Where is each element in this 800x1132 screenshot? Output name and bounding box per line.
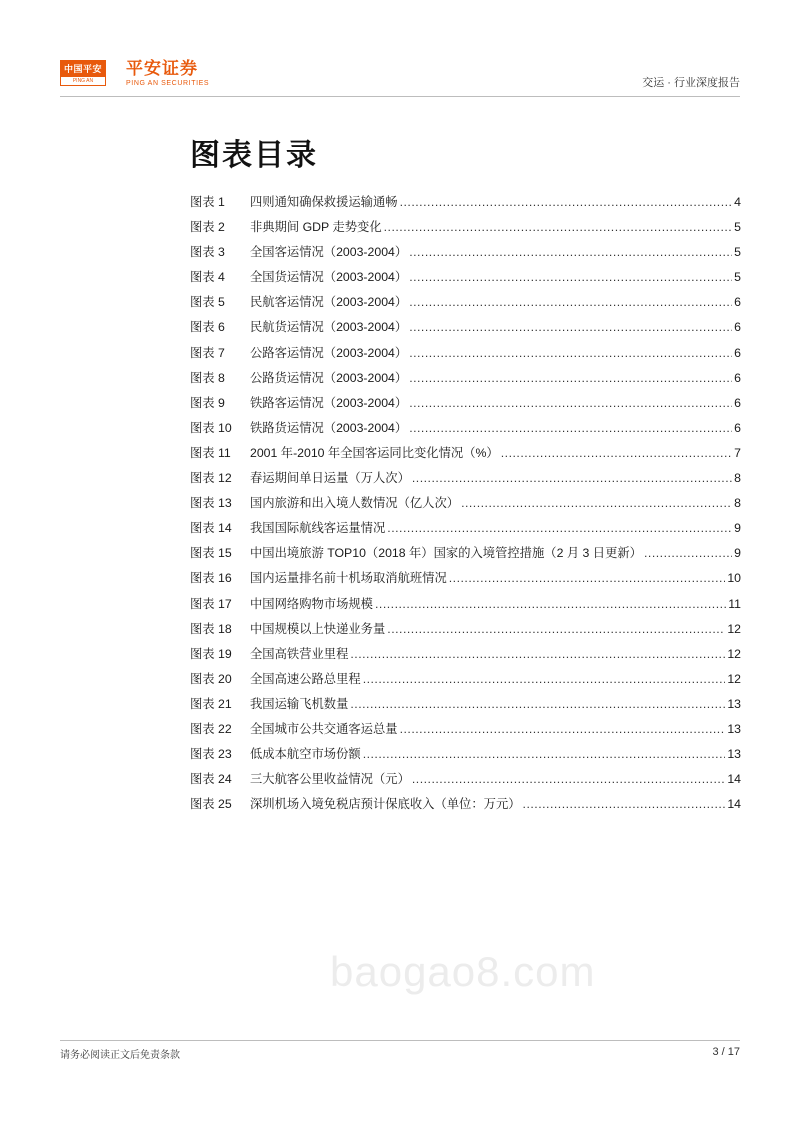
toc-entry-number: 图表 14 xyxy=(190,521,232,536)
toc-entry-title: 全国城市公共交通客运总量 xyxy=(250,721,398,736)
toc-dot-leader xyxy=(501,441,732,466)
toc-entry-page: 6 xyxy=(734,420,741,435)
toc-entry[interactable] xyxy=(190,290,741,315)
brand-name-cn: 平安证券 xyxy=(126,59,198,78)
toc-entry-page: 13 xyxy=(727,721,741,736)
toc-dot-leader xyxy=(363,742,726,767)
toc-entry-number: 图表 16 xyxy=(190,571,232,586)
toc-entry-title: 低成本航空市场份额 xyxy=(250,747,361,762)
toc-entry-page: 5 xyxy=(734,245,741,260)
toc-dot-leader xyxy=(350,692,725,717)
toc-entry-title: 深圳机场入境免税店预计保底收入（单位：万元） xyxy=(250,797,521,812)
toc-entry-page: 5 xyxy=(734,270,741,285)
toc-dot-leader xyxy=(449,566,726,591)
toc-entry-title: 公路客运情况（2003-2004） xyxy=(250,345,408,360)
toc-dot-leader xyxy=(409,366,732,391)
footer-divider xyxy=(60,1040,740,1041)
toc-entry-page: 14 xyxy=(727,772,741,787)
toc-dot-leader xyxy=(409,290,732,315)
toc-dot-leader xyxy=(409,315,732,340)
toc-entry-title: 我国运输飞机数量 xyxy=(250,696,349,711)
toc-entry-page: 6 xyxy=(734,370,741,385)
toc-dot-leader xyxy=(363,667,726,692)
toc-entry-number: 图表 6 xyxy=(190,320,225,335)
toc-entry-page: 6 xyxy=(734,345,741,360)
toc-entry-number: 图表 18 xyxy=(190,621,232,636)
toc-entry-page: 12 xyxy=(727,671,741,686)
toc-entry[interactable] xyxy=(190,341,741,366)
toc-entry-title: 2001 年-2010 年全国客运同比变化情况（%） xyxy=(250,445,499,460)
toc-dot-leader xyxy=(412,466,732,491)
toc-entry-title: 中国网络购物市场规模 xyxy=(250,596,373,611)
page-header xyxy=(60,60,740,100)
toc-entry-page: 13 xyxy=(727,696,741,711)
toc-entry[interactable] xyxy=(190,516,741,541)
toc-entry-page: 10 xyxy=(727,571,741,586)
toc-entry-title: 中国规模以上快递业务量 xyxy=(250,621,386,636)
toc-entry-number: 图表 2 xyxy=(190,220,225,235)
toc-entry-number: 图表 8 xyxy=(190,370,225,385)
toc-entry-title: 国内旅游和出入境人数情况（亿人次） xyxy=(250,496,460,511)
toc-entry[interactable] xyxy=(190,667,741,692)
toc-dot-leader xyxy=(350,642,725,667)
toc-dot-leader xyxy=(409,416,732,441)
toc-entry-title: 我国国际航线客运量情况 xyxy=(250,521,386,536)
toc-entry[interactable] xyxy=(190,742,741,767)
toc-dot-leader xyxy=(375,592,726,617)
toc-entry-page: 6 xyxy=(734,320,741,335)
toc-entry-number: 图表 7 xyxy=(190,345,225,360)
toc-entry-number: 图表 5 xyxy=(190,295,225,310)
toc-entry-title: 春运期间单日运量（万人次） xyxy=(250,471,410,486)
toc-dot-leader xyxy=(387,516,732,541)
page-title: 图表目录 xyxy=(190,139,318,172)
toc-entry[interactable] xyxy=(190,792,741,817)
toc-entry-title: 全国高速公路总里程 xyxy=(250,671,361,686)
toc-entry-page: 6 xyxy=(734,395,741,410)
toc-entry-title: 民航货运情况（2003-2004） xyxy=(250,320,408,335)
toc-entry-number: 图表 13 xyxy=(190,496,232,511)
toc-entry-title: 铁路货运情况（2003-2004） xyxy=(250,420,408,435)
disclaimer-note: 请务必阅读正文后免责条款 xyxy=(60,1050,180,1061)
toc-entry[interactable] xyxy=(190,541,741,566)
toc-entry[interactable] xyxy=(190,692,741,717)
table-of-figures xyxy=(190,190,741,817)
toc-entry-number: 图表 9 xyxy=(190,395,225,410)
toc-entry-number: 图表 12 xyxy=(190,471,232,486)
toc-entry[interactable] xyxy=(190,491,741,516)
toc-entry-page: 12 xyxy=(727,621,741,636)
toc-entry[interactable] xyxy=(190,767,741,792)
toc-entry-number: 图表 24 xyxy=(190,772,232,787)
toc-entry-page: 14 xyxy=(727,797,741,812)
toc-entry-title: 四则通知确保救援运输通畅 xyxy=(250,195,398,209)
toc-entry-number: 图表 23 xyxy=(190,747,232,762)
toc-entry[interactable] xyxy=(190,215,741,240)
toc-entry[interactable] xyxy=(190,566,741,591)
toc-entry[interactable] xyxy=(190,391,741,416)
toc-entry-number: 图表 21 xyxy=(190,696,232,711)
toc-dot-leader xyxy=(400,717,726,742)
toc-entry-page: 4 xyxy=(734,195,741,209)
toc-entry-title: 公路货运情况（2003-2004） xyxy=(250,370,408,385)
toc-entry-number: 图表 25 xyxy=(190,797,232,812)
toc-entry[interactable] xyxy=(190,240,741,265)
pingan-logo xyxy=(60,60,106,86)
page-number: 3 / 17 xyxy=(712,1046,740,1058)
toc-entry-page: 8 xyxy=(734,496,741,511)
toc-entry-page: 7 xyxy=(734,445,741,460)
toc-entry-page: 11 xyxy=(728,596,741,611)
toc-entry-number: 图表 15 xyxy=(190,546,232,561)
toc-entry-title: 三大航客公里收益情况（元） xyxy=(250,772,410,787)
toc-entry-title: 非典期间 GDP 走势变化 xyxy=(250,220,382,235)
toc-entry[interactable] xyxy=(190,592,741,617)
logo-top-text: 中国平安 xyxy=(61,61,105,77)
toc-dot-leader xyxy=(384,215,733,240)
toc-entry-page: 8 xyxy=(734,471,741,486)
toc-entry[interactable] xyxy=(190,642,741,667)
toc-entry-page: 6 xyxy=(734,295,741,310)
toc-dot-leader xyxy=(409,265,732,290)
toc-entry[interactable] xyxy=(190,717,741,742)
toc-entry-number: 图表 20 xyxy=(190,671,232,686)
logo-bottom-text: PING AN xyxy=(72,78,94,84)
toc-entry-number: 图表 4 xyxy=(190,270,225,285)
toc-dot-leader xyxy=(387,617,725,642)
toc-entry-number: 图表 22 xyxy=(190,721,232,736)
toc-entry-title: 铁路客运情况（2003-2004） xyxy=(250,395,408,410)
toc-entry-number: 图表 11 xyxy=(190,445,231,460)
toc-entry-page: 13 xyxy=(727,747,741,762)
toc-entry-number: 图表 1 xyxy=(190,195,225,209)
toc-entry[interactable] xyxy=(190,441,741,466)
toc-entry-page: 9 xyxy=(734,546,741,561)
toc-entry[interactable] xyxy=(190,315,741,340)
report-type: 交运 · 行业深度报告 xyxy=(642,77,740,89)
brand-name-en: PING AN SECURITIES xyxy=(126,80,210,87)
toc-entry-number: 图表 19 xyxy=(190,646,232,661)
toc-entry-title: 民航客运情况（2003-2004） xyxy=(250,295,408,310)
toc-entry[interactable] xyxy=(190,366,741,391)
toc-entry[interactable] xyxy=(190,466,741,491)
toc-entry-number: 图表 17 xyxy=(190,596,232,611)
watermark: baogao8.com xyxy=(330,948,596,995)
header-divider xyxy=(60,96,740,97)
toc-entry-page: 9 xyxy=(734,521,741,536)
toc-entry-number: 图表 10 xyxy=(190,420,232,435)
toc-entry[interactable] xyxy=(190,265,741,290)
toc-entry-page: 12 xyxy=(727,646,741,661)
toc-dot-leader xyxy=(400,190,733,215)
toc-entry[interactable] xyxy=(190,416,741,441)
toc-entry-title: 中国出境旅游 TOP10（2018 年）国家的入境管控措施（2 月 3 日更新） xyxy=(250,546,642,561)
brand-logo xyxy=(126,60,209,89)
toc-entry[interactable] xyxy=(190,617,741,642)
toc-entry-page: 5 xyxy=(734,220,741,235)
toc-dot-leader xyxy=(409,240,732,265)
toc-entry-title: 全国客运情况（2003-2004） xyxy=(250,245,408,260)
toc-dot-leader xyxy=(409,341,732,366)
toc-dot-leader xyxy=(523,792,726,817)
toc-entry-title: 国内运量排名前十机场取消航班情况 xyxy=(250,571,447,586)
toc-dot-leader xyxy=(644,541,732,566)
toc-entry-title: 全国货运情况（2003-2004） xyxy=(250,270,408,285)
toc-dot-leader xyxy=(461,491,732,516)
toc-dot-leader xyxy=(412,767,725,792)
toc-entry-title: 全国高铁营业里程 xyxy=(250,646,349,661)
toc-entry-number: 图表 3 xyxy=(190,245,225,260)
toc-entry[interactable] xyxy=(190,190,741,215)
toc-dot-leader xyxy=(409,391,732,416)
